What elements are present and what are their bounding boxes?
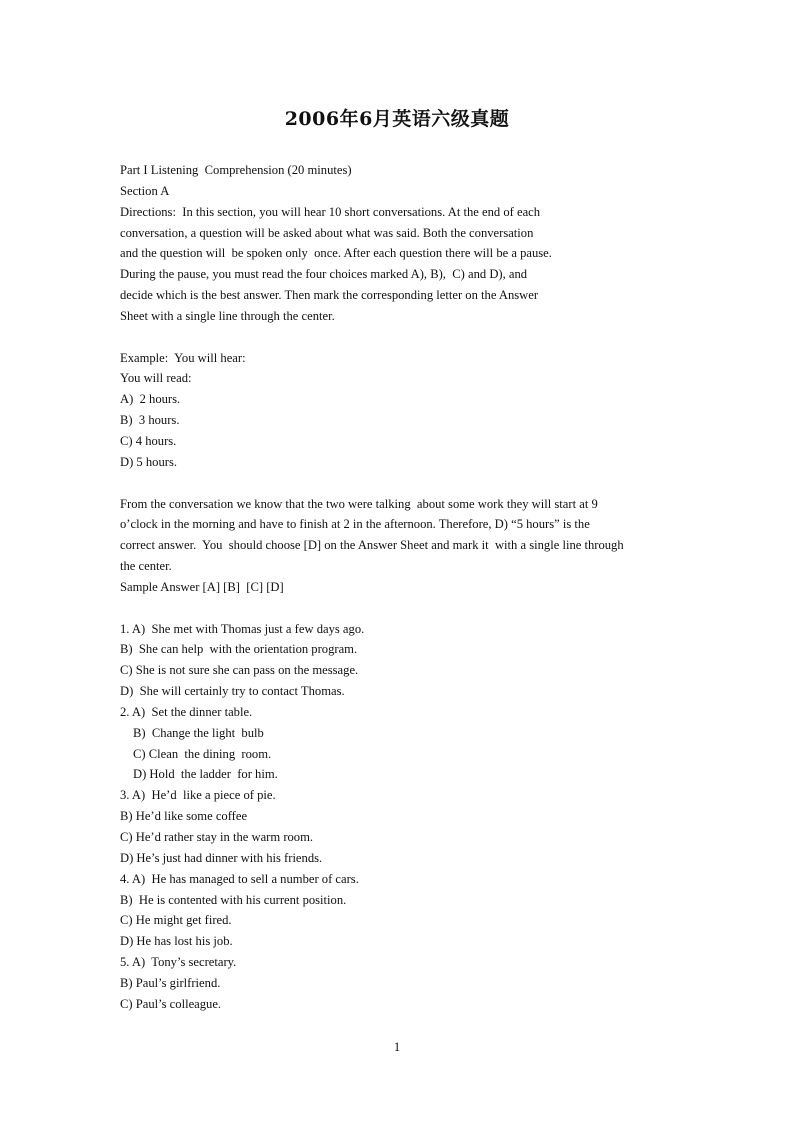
question-option: D) He’s just had dinner with his friends. <box>120 850 323 865</box>
question-option: B) He is contented with his current position. <box>120 892 347 907</box>
directions-paragraph <box>120 202 700 327</box>
spacer <box>120 327 700 348</box>
question-option: B) He’d like some coffee <box>120 809 248 824</box>
explanation-line: the center. <box>120 559 172 574</box>
explanation-line: correct answer. You should choose [D] on the Answer Sheet and mark it with a single line through <box>120 538 624 553</box>
part-heading: Part I Listening Comprehension (20 minutes) <box>120 163 352 177</box>
spacer <box>120 598 700 619</box>
question-option: 5. A) Tony’s secretary. <box>120 955 237 970</box>
spacer <box>120 473 700 494</box>
example-choice: A) 2 hours. <box>120 392 181 407</box>
question-3 <box>120 785 700 868</box>
directions-line: Sheet with a single line through the center. <box>120 308 335 323</box>
section-heading: Section A <box>120 183 170 198</box>
question-option: C) He’d rather stay in the warm room. <box>120 830 314 844</box>
question-option: 2. A) Set the dinner table. <box>120 704 253 719</box>
question-option: 1. A) She met with Thomas just a few days ago. <box>120 621 365 636</box>
document-body <box>120 160 700 1015</box>
directions-line: Directions: In this section, you will hear 10 short conversations. At the end of each <box>120 204 541 219</box>
question-option: D) She will certainly try to contact Thomas. <box>120 684 345 699</box>
page-number: 1 <box>393 1040 401 1054</box>
question-option: 4. A) He has managed to sell a number of cars. <box>120 871 359 886</box>
explanation-line: From the conversation we know that the two were talking about some work they will start at 9 <box>120 496 598 511</box>
directions-line: During the pause, you must read the four choices marked A), B), C) and D), and <box>120 267 528 282</box>
example-choice: D) 5 hours. <box>120 454 178 469</box>
question-option: C) She is not sure she can pass on the message. <box>120 663 359 678</box>
example-block <box>120 348 700 473</box>
question-option: B) She can help with the orientation program. <box>120 642 358 657</box>
question-option: B) Change the light bulb <box>133 725 264 740</box>
sample-answer: Sample Answer [A] [B] [C] [D] <box>120 579 284 594</box>
directions-line: conversation, a question will be asked about what was said. Both the conversation <box>120 225 534 240</box>
example-choice: B) 3 hours. <box>120 413 180 428</box>
example-read: You will read: <box>120 371 192 386</box>
question-5 <box>120 952 700 1015</box>
question-option: B) Paul’s girlfriend. <box>120 975 221 990</box>
example-choice: C) 4 hours. <box>120 433 177 448</box>
directions-line: and the question will be spoken only once. After each question there will be a pause. <box>120 246 552 261</box>
question-option: D) Hold the ladder for him. <box>133 767 278 782</box>
question-option: C) He might get fired. <box>120 913 232 928</box>
explanation-line: o’clock in the morning and have to finish at 2 in the afternoon. Therefore, D) “5 hours” is the <box>120 517 590 532</box>
example-hear: Example: You will hear: <box>120 350 246 365</box>
question-option: D) He has lost his job. <box>120 934 233 949</box>
question-4 <box>120 869 700 952</box>
question-2 <box>120 702 700 785</box>
page-title: 2006年6月英语六级真题 <box>284 108 510 130</box>
question-option: 3. A) He’d like a piece of pie. <box>120 788 276 803</box>
explanation-paragraph <box>120 494 700 577</box>
directions-line: decide which is the best answer. Then mark the corresponding letter on the Answer <box>120 288 539 303</box>
question-1 <box>120 619 700 702</box>
question-option: C) Clean the dining room. <box>133 746 272 761</box>
question-option: C) Paul’s colleague. <box>120 996 222 1011</box>
